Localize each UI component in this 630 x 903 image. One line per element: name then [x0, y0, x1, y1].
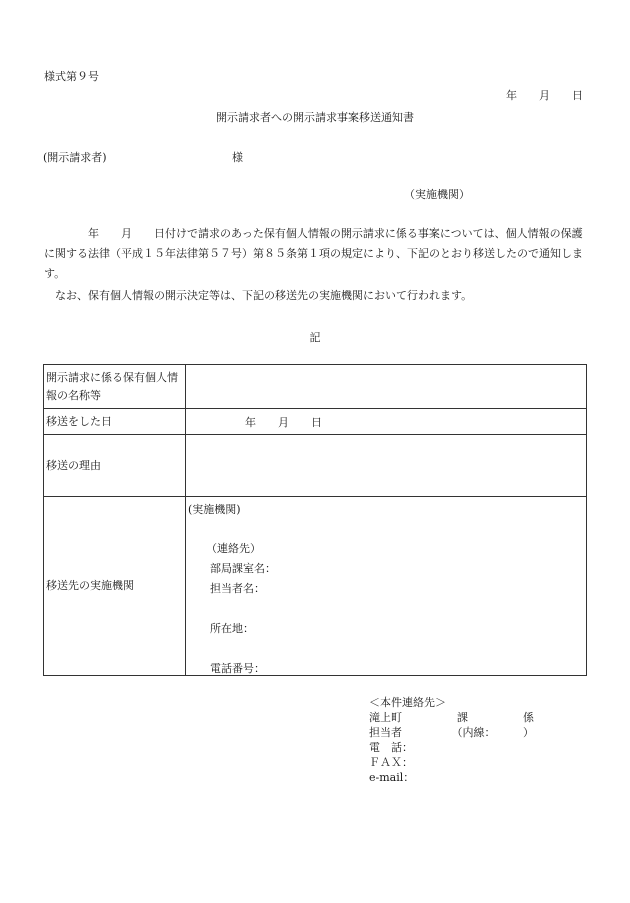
- honorific: 様: [232, 151, 243, 164]
- contact-email: e-mail：: [369, 771, 415, 784]
- requester-label: (開示請求者): [43, 151, 107, 164]
- table-row: [44, 435, 587, 497]
- transfer-date-text: 年 月 日: [245, 415, 322, 429]
- ki-marker: 記: [309, 331, 321, 344]
- contact-block: [369, 695, 534, 785]
- body-paragraph-2: なお、保有個人情報の開示決定等は、下記の移送先の実施機関において行われます。: [55, 289, 473, 302]
- info-name-value: [186, 365, 587, 409]
- destination-label: 移送先の実施機関: [44, 497, 186, 676]
- form-number: 様式第９号: [44, 70, 99, 83]
- agency-label: （実施機関）: [404, 188, 470, 201]
- dest-phone: 電話番号：: [210, 662, 265, 675]
- page-title: 開示請求者への開示請求事案移送通知書: [216, 111, 414, 124]
- dest-address: 所在地：: [210, 622, 254, 635]
- dest-contact: （連絡先）: [206, 542, 261, 555]
- contact-town: 滝上町 課 係: [369, 711, 534, 724]
- dest-agency: (実施機関): [188, 503, 241, 516]
- transfer-table: [43, 364, 587, 676]
- date-line: 年 月 日: [506, 89, 583, 102]
- contact-tel: 電 話：: [369, 741, 413, 754]
- table-row: [44, 365, 587, 409]
- dest-dept: 部局課室名：: [210, 562, 276, 575]
- body-paragraph-1: 年 月 日付けで請求のあった保有個人情報の開示請求に係る事案については、個人情報の保護に関する法律（平成１５年法律第５７号）第８５条第１項の規定により、下記のとおり移送したので通知します。: [44, 227, 583, 280]
- table-row: [44, 409, 587, 435]
- destination-value: [186, 497, 587, 676]
- transfer-date-label: 移送をした日: [44, 409, 186, 435]
- contact-fax: ＦＡＸ：: [369, 756, 413, 769]
- table-row: [44, 497, 587, 676]
- contact-person: 担当者 （内線： ）: [369, 726, 534, 739]
- reason-value: [186, 435, 587, 497]
- contact-heading: ＜本件連絡先＞: [369, 696, 446, 709]
- reason-label: 移送の理由: [44, 435, 186, 497]
- info-name-label: 開示請求に係る保有個人情報の名称等: [44, 365, 186, 409]
- transfer-date-value: [186, 409, 587, 435]
- dest-person: 担当者名：: [210, 582, 265, 595]
